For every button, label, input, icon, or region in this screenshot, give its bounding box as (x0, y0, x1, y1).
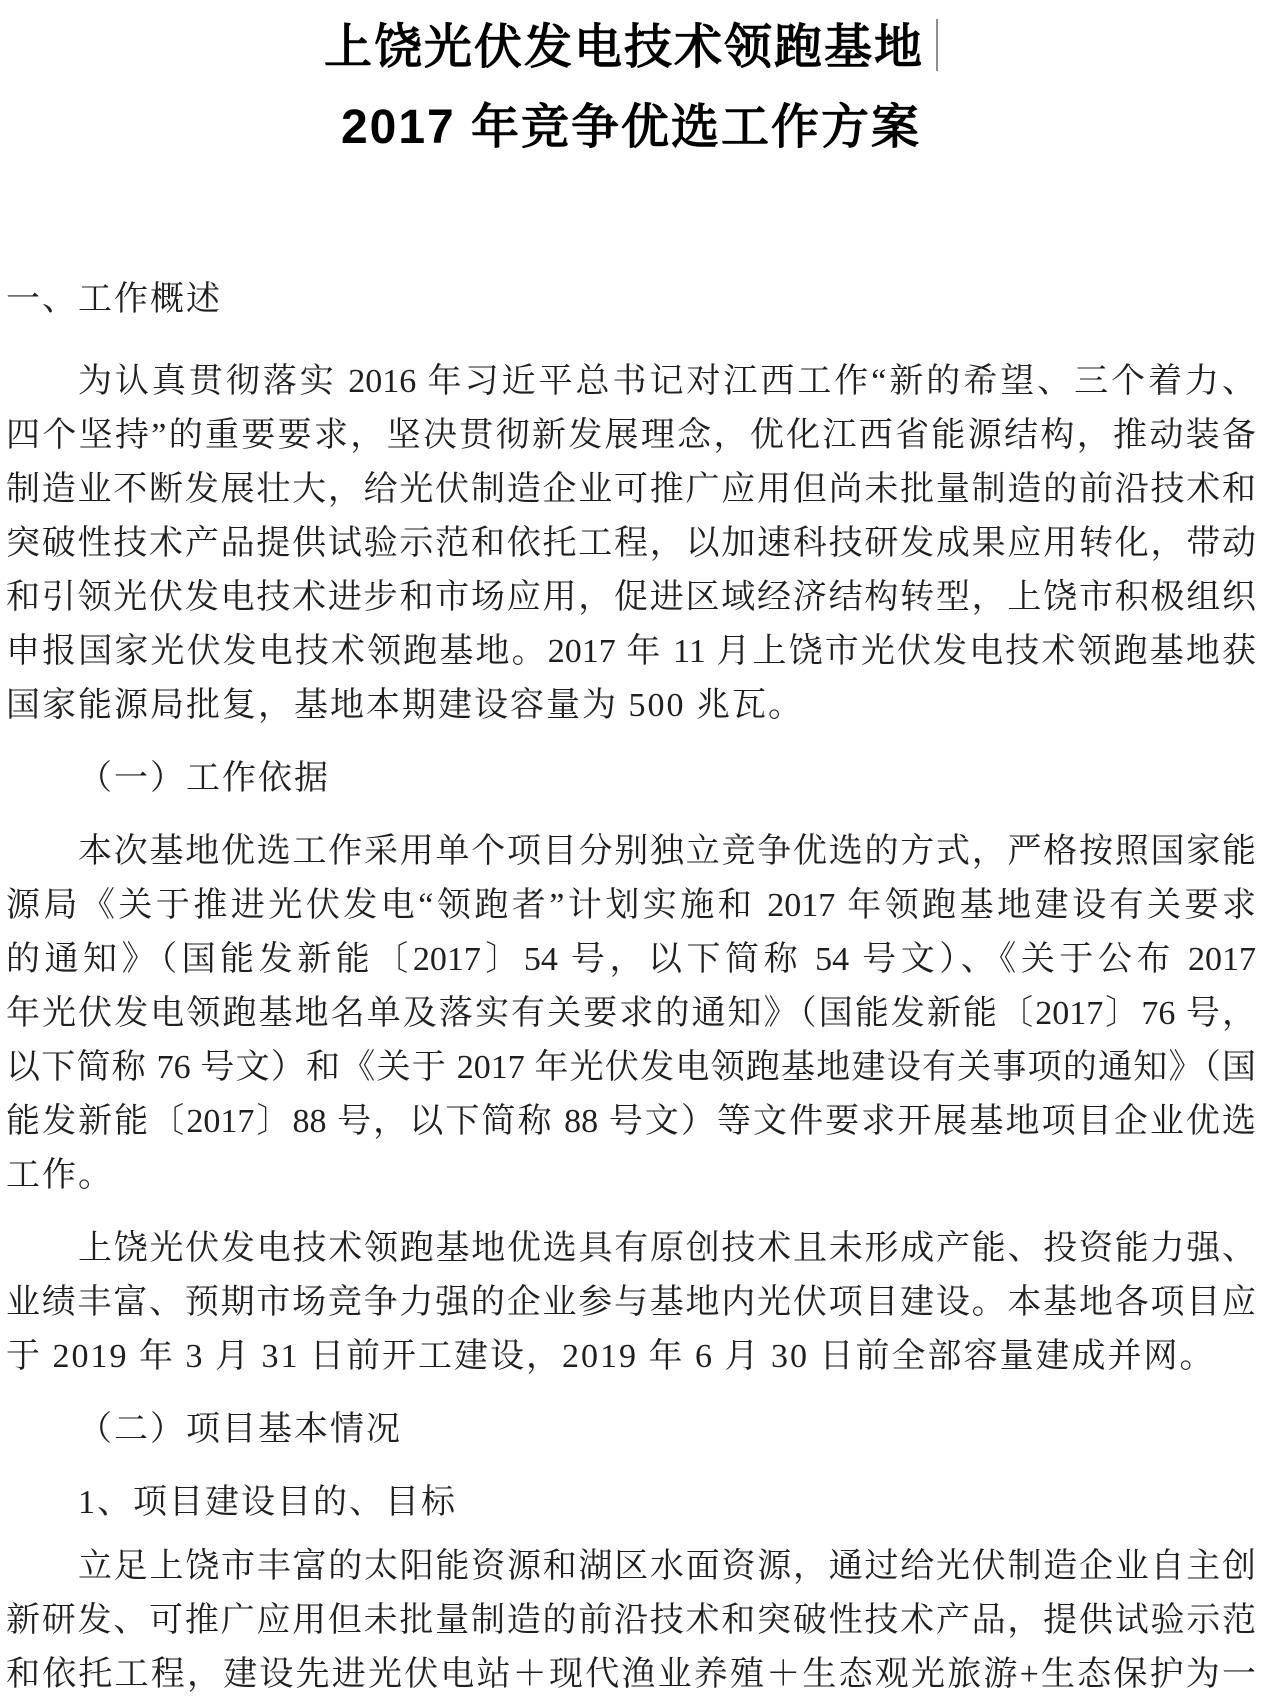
text-line: 新研发、可推广应用但未批量制造的前沿技术和突破性技术产品，提供试验示范 (6, 1602, 1256, 1639)
text-line: 突破性技术产品提供试验示范和依托工程，以加速科技研发成果应用转化，带动 (6, 525, 1256, 562)
section-heading-work-basis: （一）工作依据 (78, 760, 330, 797)
text-line: 年光伏发电领跑基地名单及落实有关要求的通知》（国能发新能〔2017〕76 号， (6, 995, 1256, 1032)
text-line: 立足上饶市丰富的太阳能资源和湖区水面资源，通过给光伏制造企业自主创 (78, 1548, 1256, 1585)
text-line: 为认真贯彻落实 2016 年习近平总书记对江西工作“新的希望、三个着力、 (78, 363, 1256, 400)
title-text-1: 上饶光伏发电技术领跑基地 (323, 21, 924, 74)
text-line: 以下简称 76 号文）和《关于 2017 年光伏发电领跑基地建设有关事项的通知》（国 (6, 1049, 1256, 1086)
section-heading-project-basic-info: （二）项目基本情况 (78, 1411, 402, 1448)
text-line: 源局《关于推进光伏发电“领跑者”计划实施和 2017 年领跑基地建设有关要求 (6, 887, 1256, 924)
paragraph-2 (6, 825, 1256, 1203)
text-line: 制造业不断发展壮大，给光伏制造企业可推广应用但尚未批量制造的前沿技术和 (6, 471, 1256, 508)
text-line: 申报国家光伏发电技术领跑基地。2017 年 11 月上饶市光伏发电技术领跑基地获 (6, 633, 1256, 670)
text-line: 国家能源局批复，基地本期建设容量为 500 兆瓦。 (6, 687, 804, 724)
text-line: 工作。 (6, 1157, 114, 1194)
text-line: 本次基地优选工作采用单个项目分别独立竞争优选的方式，严格按照国家能 (78, 833, 1256, 870)
text-line: 能发新能〔2017〕88 号，以下简称 88 号文）等文件要求开展基地项目企业优选 (6, 1103, 1256, 1140)
document-title-line-1 (6, 8, 1256, 88)
section-heading-overview: 一、工作概述 (6, 281, 222, 318)
paragraph-1 (6, 355, 1256, 733)
text-line: 上饶光伏发电技术领跑基地优选具有原创技术且未形成产能、投资能力强、 (78, 1230, 1256, 1267)
text-line: 四个坚持”的重要要求，坚决贯彻新发展理念，优化江西省能源结构，推动装备 (6, 417, 1256, 454)
text-cursor-icon (936, 19, 938, 71)
text-line: 业绩丰富、预期市场竞争力强的企业参与基地内光伏项目建设。本基地各项目应 (6, 1284, 1256, 1321)
paragraph-4 (6, 1540, 1256, 1702)
document-title-line-2: 2017 年竞争优选工作方案 (340, 101, 922, 154)
text-line: 的通知》（国能发新能〔2017〕54 号，以下简称 54 号文）、《关于公布 2017 (6, 941, 1256, 978)
text-line: 和依托工程，建设先进光伏电站＋现代渔业养殖＋生态观光旅游+生态保护为一 (6, 1656, 1256, 1693)
text-line: 和引领光伏发电技术进步和市场应用，促进区域经济结构转型，上饶市积极组织 (6, 579, 1256, 616)
section-heading-project-goals: 1、项目建设目的、目标 (78, 1484, 457, 1521)
paragraph-3 (6, 1222, 1256, 1384)
text-line: 于 2019 年 3 月 31 日前开工建设，2019 年 6 月 30 日前全部容量建成并网。 (6, 1338, 1216, 1375)
